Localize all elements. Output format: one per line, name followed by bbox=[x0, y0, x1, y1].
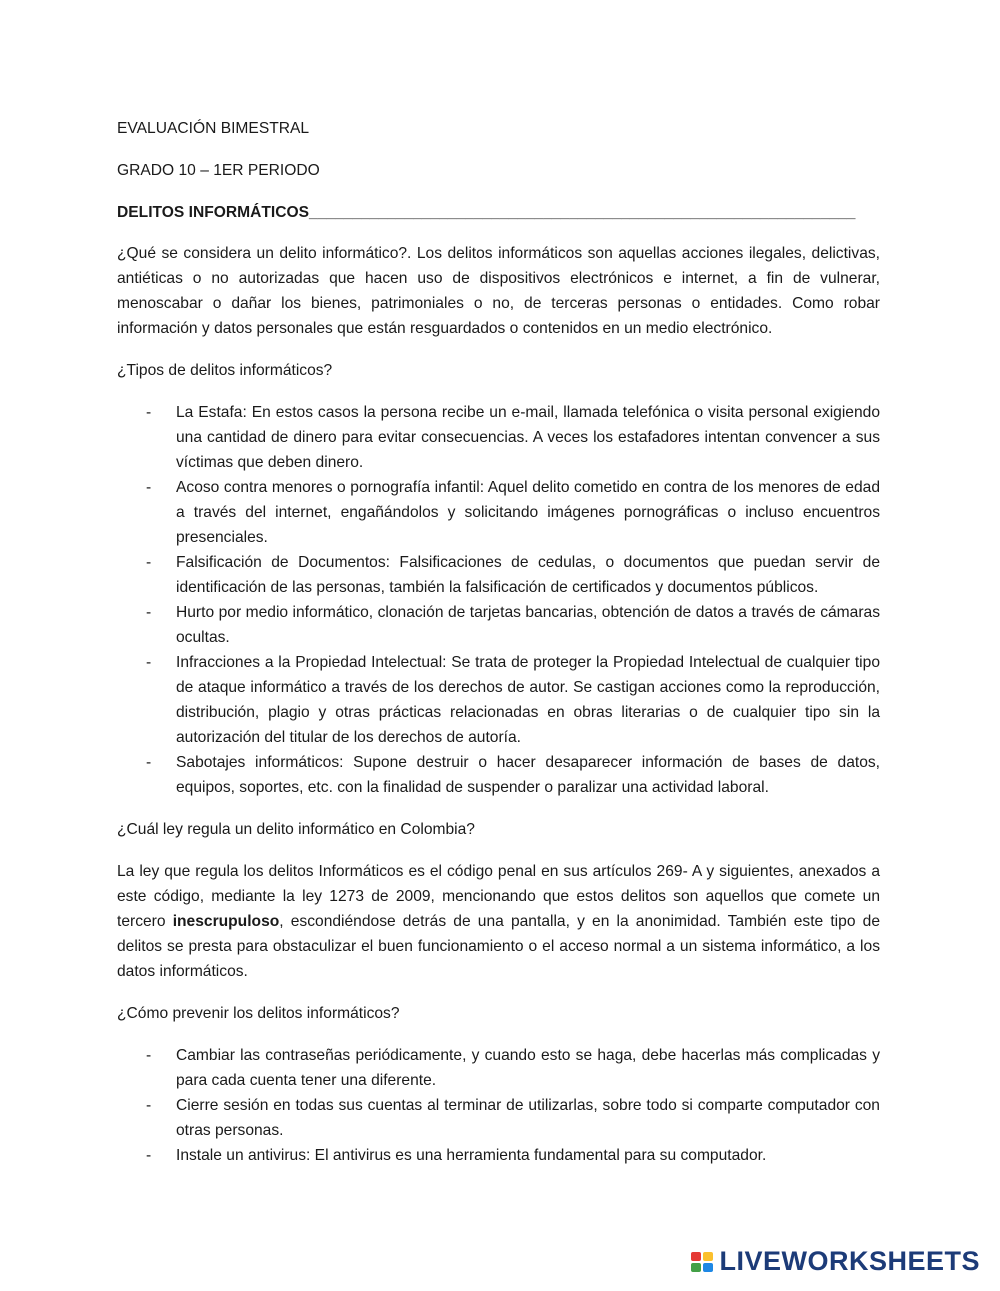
liveworksheets-logo bbox=[691, 1246, 980, 1277]
list-item bbox=[117, 1043, 880, 1093]
dash-bullet: - bbox=[146, 1047, 152, 1064]
dash-bullet: - bbox=[146, 754, 152, 771]
list-item-text: Hurto por medio informático, clonación de tarjetas bancarias, obtención de datos a través de cámaras ocultas. bbox=[176, 604, 880, 646]
intro-paragraph: ¿Qué se considera un delito informático?. Los delitos informáticos son aquellas acciones ilegales, delictivas, antiéticas o no autorizadas que hacen uso de dispositivos electrónicos e internet, a fin de vulnerar, menoscabar o dañar los bienes, patrimoniales o no, de terceras personas o entidades. Como robar información y datos personales que están resguardados o contenidos en un medio electrónico. bbox=[117, 245, 880, 337]
logo-text: LIVEWORKSHEETS bbox=[719, 1246, 980, 1276]
list-item-text: Cambiar las contraseñas periódicamente, y cuando esto se haga, debe hacerlas más complicadas y para cada cuenta tener una diferente. bbox=[176, 1047, 880, 1089]
law-paragraph bbox=[117, 859, 880, 984]
list-item-text: Sabotajes informáticos: Supone destruir o hacer desaparecer información de bases de datos, equipos, soportes, etc. con la finalidad de suspender o paralizar una actividad laboral. bbox=[176, 754, 880, 796]
prevent-question: ¿Cómo prevenir los delitos informáticos? bbox=[117, 1005, 400, 1022]
list-item-text: Cierre sesión en todas sus cuentas al terminar de utilizarlas, sobre todo si comparte computador con otras personas. bbox=[176, 1097, 880, 1139]
exam-title: EVALUACIÓN BIMESTRAL bbox=[117, 120, 310, 137]
title-underline: _______________________________________________________________ bbox=[309, 204, 856, 221]
types-question: ¿Tipos de delitos informáticos? bbox=[117, 362, 333, 379]
dash-bullet: - bbox=[146, 1147, 152, 1164]
logo-block-yellow bbox=[703, 1252, 713, 1261]
prevent-list bbox=[117, 1043, 880, 1168]
list-item bbox=[117, 550, 880, 600]
grade-period: GRADO 10 – 1ER PERIODO bbox=[117, 162, 320, 179]
list-item-text: Acoso contra menores o pornografía infantil: Aquel delito cometido en contra de los menores de edad a través del internet, engañándolos y solicitando imágenes pornográficas o incluso encuentros presenciales. bbox=[176, 479, 880, 546]
law-bold-word: inescrupuloso bbox=[172, 913, 280, 930]
dash-bullet: - bbox=[146, 404, 152, 421]
list-item bbox=[117, 1143, 880, 1168]
list-item bbox=[117, 600, 880, 650]
logo-blocks-icon bbox=[691, 1252, 713, 1272]
types-list bbox=[117, 400, 880, 800]
list-item-text: La Estafa: En estos casos la persona recibe un e-mail, llamada telefónica o visita personal exigiendo una cantidad de dinero para evitar consecuencias. A veces los estafadores intentan convencer a sus víctimas que deben dinero. bbox=[176, 404, 880, 471]
logo-block-green bbox=[691, 1263, 701, 1272]
list-item bbox=[117, 400, 880, 475]
list-item bbox=[117, 1093, 880, 1143]
dash-bullet: - bbox=[146, 479, 152, 496]
dash-bullet: - bbox=[146, 604, 152, 621]
list-item bbox=[117, 650, 880, 750]
logo-block-blue bbox=[703, 1263, 713, 1272]
list-item-text: Infracciones a la Propiedad Intelectual: Se trata de proteger la Propiedad Intelectual de cualquier tipo de ataque informático a través de los derechos de autor. Se castigan acciones como la reproducción, distribución, plagio y otras prácticas relacionadas en obras literarias o de cualquier tipo sin la autorización del titular de los derechos de autoría. bbox=[176, 654, 880, 746]
list-item bbox=[117, 475, 880, 550]
logo-block-red bbox=[691, 1252, 701, 1261]
dash-bullet: - bbox=[146, 554, 152, 571]
section-title bbox=[117, 200, 880, 225]
section-title-text: DELITOS INFORMÁTICOS bbox=[117, 204, 310, 221]
law-question: ¿Cuál ley regula un delito informático en Colombia? bbox=[117, 821, 475, 838]
dash-bullet: - bbox=[146, 654, 152, 671]
list-item-text: Instale un antivirus: El antivirus es una herramienta fundamental para su computador. bbox=[176, 1147, 767, 1164]
list-item bbox=[117, 750, 880, 800]
list-item-text: Falsificación de Documentos: Falsificaciones de cedulas, o documentos que puedan servir de identificación de las personas, también la falsificación de certificados y documentos públicos. bbox=[176, 554, 880, 596]
law-text-part1: La ley que regula los delitos Informáticos es el código penal en sus artículos 269- A y siguientes, anexados a este código, mediante la ley 1273 de 2009, mencionando que estos delitos son aquellos que comete un tercero bbox=[117, 863, 880, 930]
dash-bullet: - bbox=[146, 1097, 152, 1114]
law-text-part2: , escondiéndose detrás de una pantalla, y en la anonimidad. También este tipo de delitos se presta para obstaculizar el buen funcionamiento o el acceso normal a un sistema informático, a los datos informáticos. bbox=[117, 913, 880, 980]
document-body bbox=[117, 116, 880, 1185]
